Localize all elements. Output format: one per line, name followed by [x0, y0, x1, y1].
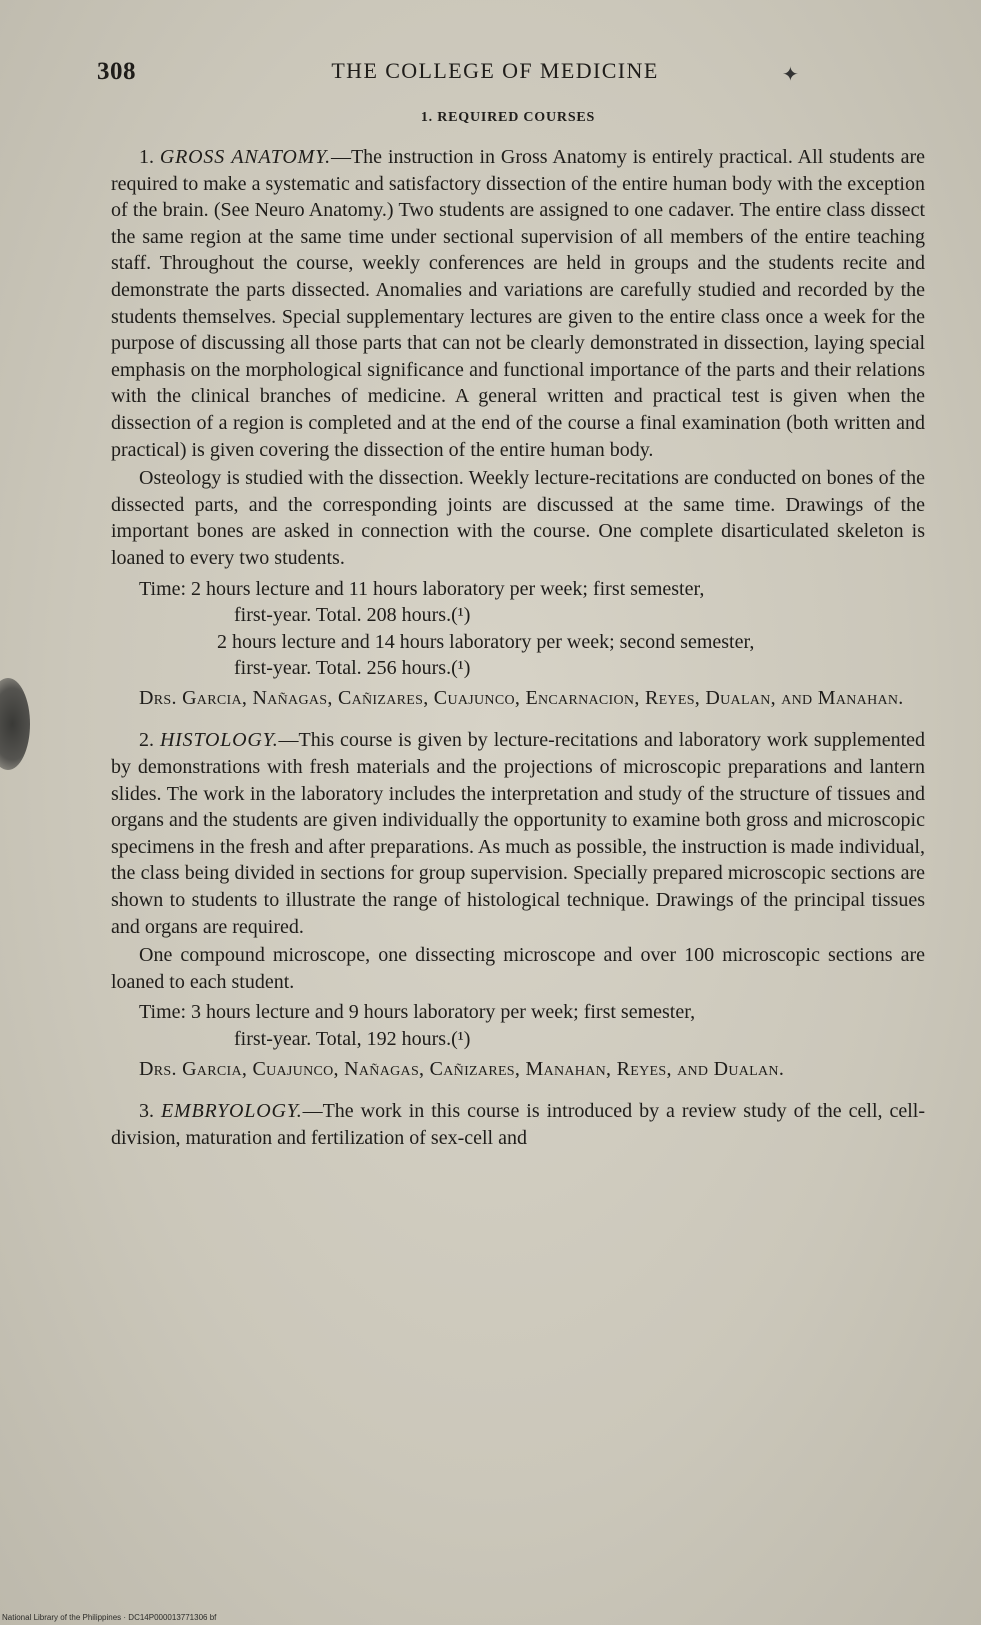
histology-equipment-paragraph: One compound microscope, one dissecting microscope and over 100 microscopic sections are loaned to each student.: [111, 944, 925, 993]
gross-anatomy-faculty: Drs. Garcia, Nañagas, Cañizares, Cuajunco, Encarnacion, Reyes, Dualan, and Manahan.: [139, 686, 904, 709]
gross-anatomy-body: —The instruction in Gross Anatomy is entirely practical. All students are required to make a systematic and satisfactory dissection of the entire human body with the exception of the brain. (See Neuro Anatomy.) Two students are assigned to one cadaver. The entire class dissect the same region at the same time under sectional supervision of all members of the entire teaching staff. Throughout the course, weekly conferences are held in groups and the students recite and demonstrate the parts dissected. Anomalies and variations are carefully studied and recorded by the students themselves. Special supplementary lectures are given to the entire class once a week for the purpose of discussing all those parts that can not be clearly demonstrated in dissection, laying special emphasis on the morphological significance and functional importance of the parts and their relations with the clinical branches of medicine. A general written and practical test is given when the dissection of a region is completed and at the end of the course a final examination (both written and practical) is given covering the dissection of the entire human body.: [111, 146, 925, 461]
library-credit: National Library of the Philippines · DC14P000013771306 bf: [2, 1613, 217, 1622]
ink-mark: ✦: [782, 64, 799, 86]
course-title-embryology: EMBRYOLOGY.: [160, 1100, 303, 1123]
histology-faculty: Drs. Garcia, Cuajunco, Nañagas, Cañizares, Manahan, Reyes, and Dualan.: [139, 1057, 785, 1080]
scan-binding-shadow: [0, 678, 30, 770]
histology-paragraph: [111, 727, 925, 940]
histology-body: —This course is given by lecture-recitations and laboratory work supplemented by demonstrations with fresh materials and the projections of microscopic preparations and lantern slides. The work in the laboratory includes the interpretation and study of the structure of tissues and organs and the students are given individually the opportunity to examine both gross and microscopic specimens in the fresh and after preparations. As much as possible, the instruction is made individual, the class being divided in sections for group supervision. Specially prepared microscopic sections are shown to students to illustrate the range of histological technique. Drawings of the principal tissues and organs are required.: [111, 729, 926, 938]
section-heading: 1. REQUIRED COURSES: [420, 110, 596, 125]
course-title-gross-anatomy: GROSS ANATOMY.: [159, 146, 331, 168]
page-header: [97, 58, 877, 92]
page-number: 308: [97, 58, 136, 85]
embryology-paragraph: [111, 1098, 925, 1151]
histology-time: [139, 999, 925, 1052]
page-body: [111, 144, 925, 1151]
time-line: 2 hours lecture and 14 hours laboratory per week; second semester,: [217, 630, 755, 653]
course-title-histology: HISTOLOGY.: [159, 729, 279, 752]
course-number: 2.: [139, 729, 154, 752]
time-line: first-year. Total, 192 hours.(¹): [234, 1028, 471, 1050]
embryology-body: —The work in this course is introduced by a review study of the cell, cell-division, maturation and fertilization of sex-cell and: [111, 1100, 925, 1149]
time-line: Time: 2 hours lecture and 11 hours laboratory per week; first semester,: [139, 577, 705, 600]
time-line: first-year. Total. 256 hours.(¹): [234, 657, 471, 680]
osteology-paragraph: Osteology is studied with the dissection. Weekly lecture-recitations are conducted on bones of the dissected parts, and the corresponding joints are discussed at the same time. Drawings of the important bones are asked in connection with the course. One complete disarticulated skeleton is loaned to every two students.: [111, 467, 925, 569]
gross-anatomy-time: [139, 576, 925, 682]
gross-anatomy-paragraph: [111, 144, 925, 463]
time-line: Time: 3 hours lecture and 9 hours laboratory per week; first semester,: [139, 1001, 696, 1024]
running-title: THE COLLEGE OF MEDICINE: [331, 58, 659, 83]
time-line: first-year. Total. 208 hours.(¹): [234, 604, 471, 627]
course-number: 3.: [139, 1100, 154, 1123]
course-number: 1.: [139, 146, 154, 168]
